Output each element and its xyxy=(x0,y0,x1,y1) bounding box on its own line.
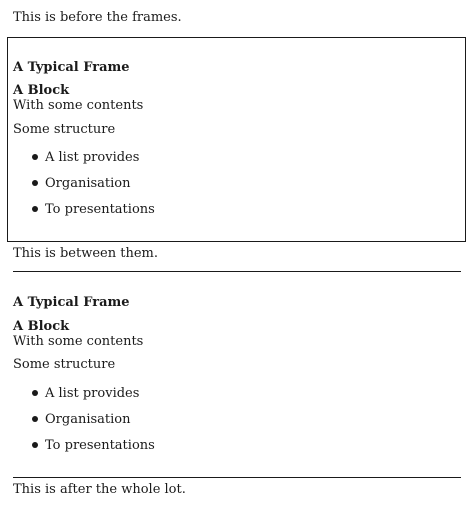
frame-title: A Typical Frame xyxy=(13,295,130,310)
bullet-icon xyxy=(32,180,38,186)
list-item: Organisation xyxy=(45,176,131,191)
bullet-icon xyxy=(32,206,38,212)
structure-label: Some structure xyxy=(13,357,116,372)
frame-title: A Typical Frame xyxy=(13,60,130,75)
bullet-icon xyxy=(32,154,38,160)
outro-text: This is after the whole lot. xyxy=(13,482,186,497)
top-rule xyxy=(13,271,461,272)
block-body: With some contents xyxy=(13,98,144,113)
between-text: This is between them. xyxy=(13,246,158,261)
block-title: A Block xyxy=(13,83,70,98)
intro-text: This is before the frames. xyxy=(13,10,182,25)
list-item: A list provides xyxy=(45,150,140,165)
block-body: With some contents xyxy=(13,334,144,349)
list-item: Organisation xyxy=(45,412,131,427)
list-item: To presentations xyxy=(45,202,155,217)
bullet-icon xyxy=(32,390,38,396)
list-item: A list provides xyxy=(45,386,140,401)
bottom-rule xyxy=(13,477,461,478)
block-title: A Block xyxy=(13,319,70,334)
structure-label: Some structure xyxy=(13,122,116,137)
bullet-icon xyxy=(32,442,38,448)
bullet-icon xyxy=(32,416,38,422)
list-item: To presentations xyxy=(45,438,155,453)
